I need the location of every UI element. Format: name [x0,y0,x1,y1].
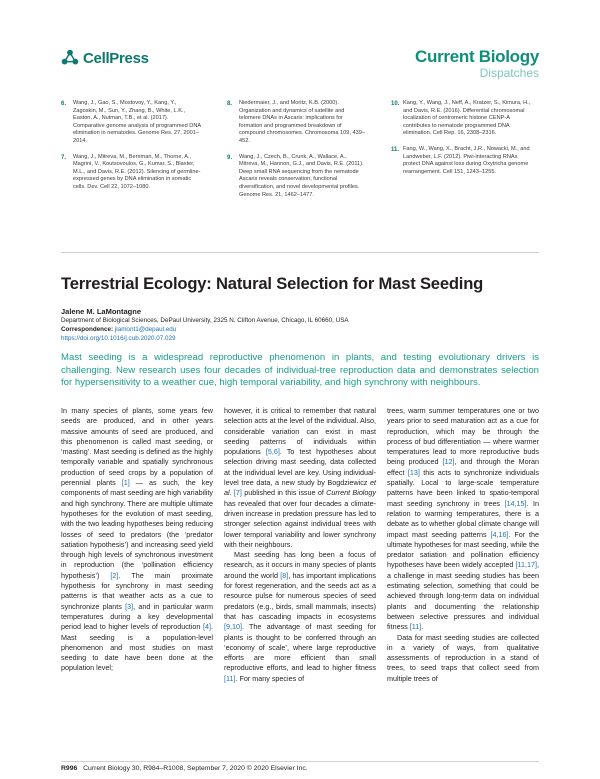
body-text: . To test hypotheses about selection driving mast seeding, data collected at the individual level are key. Using individual-level tree data, a new study by Bogdziewicz [224,447,376,488]
citation-link[interactable]: [11] [224,673,236,683]
correspondence [61,326,176,333]
citation-link[interactable]: [11,17] [515,560,537,570]
citation-link[interactable]: [7] [233,488,242,498]
body-paragraph: Data for mast seeding studies are collected in a variety of ways, from qualitative assessments of reproduction in a stand of trees, to seed traps that collect seed from multiple trees of [387,632,539,683]
citation-link[interactable]: [13] [407,467,420,477]
body-text: , and in particular warm temperatures during a key developmental period lead to higher levels of reproduction [61,601,214,632]
body-text: . In relation to warming temperatures, there is a debate as to whether global climate change will impact mast seeding patterns [387,498,539,539]
reference-item [391,146,531,176]
journal-section: Dispatches [479,66,539,80]
correspondence-email-link[interactable]: jlamont1@depaul.edu [114,326,177,333]
body-text: trees, warm summer temperatures one or two years prior to seed maturation act as a cue for reproduction, which may be through the process of bud differentiation — where warmer temperatures lead to more reproductive buds being produced [387,406,539,467]
body-text: . The main proximate hypothesis for synchrony in mast seeding patterns is that weather acts as a cue to synchronize plants [61,570,213,611]
page-number: R996 [61,765,78,772]
body-text: , has important implications for forest regeneration, and the seeds act as a resource pulse for numerous species of seed predators (e.g., birds, small mammals, insects) that has cascading impacts in ecosystems [224,570,376,621]
reference-item [61,154,201,192]
reference-number: 11. [391,146,400,153]
page-header [0,0,600,85]
body-column-2 [224,406,376,684]
body-text: . For the ultimate hypotheses for mast seeding, while the predator satiation and pollination efficiency hypotheses have been widely accepted [387,529,539,570]
reference-text: Wang, J., Czech, B., Crunk, A., Wallace, A., Mitreva, M., Hannon, G.J., and Davis, R.E. (2011). Deep small RNA sequencing from the nematode Ascaris reveals conservation, functional diversification, and novel developmental profiles. Genome Res. 21, 1462–1477. [239,153,364,198]
reference-list [61,100,541,250]
body-text: has revealed that over four decades a climate-driven increase in predation pressure has led to stronger selection against individual trees with lower temporal variability and lower synchrony with their neighbours. [224,498,376,549]
reference-item [391,100,531,138]
reference-item [227,154,367,200]
reference-item [227,100,367,146]
publisher-logo [61,49,149,67]
body-text: however, it is critical to remember that natural selection acts at the level of the individual. Also, considerable variation can exist in mast seeding patterns of individuals within populations [224,406,376,457]
reference-text: Wang, J., Gao, S., Mostovoy, Y., Kang, Y., Zagoskin, M., Sun, Y., Zhang, B., White, L.K., Easton, A., Nutman, T.B., et al. (2017). Comparative genome analysis of programmed DNA elimination in nematodes. Genome Res. 27, 2001–2014. [73,100,201,144]
body-text: In many species of plants, some years few seeds are produced, and in other years massive amounts of seed are produced, and this phenomenon is called mast seeding, or ‘masting’. Mast seeding is defined as the highly temporally variable and spatially synchronous production of seed crops by a population of perennial plants [61,406,213,488]
correspondence-label: Correspondence: [61,326,114,333]
page-footer [61,765,308,772]
citation-link[interactable]: [3] [125,601,134,611]
journal-name-italic: Current Biology [326,488,376,498]
article-title: Terrestrial Ecology: Natural Selection for Mast Seeding [61,274,484,293]
reference-number: 10. [391,101,400,107]
reference-number: 6. [61,101,67,107]
citation-link[interactable]: [1] [121,478,130,488]
publisher-name: CellPress [83,49,149,67]
citation-link[interactable]: [8] [280,570,289,580]
body-text: this acts to synchronize individuals spatially. Local to large-scale temperature patterns have been linked to spatio-temporal mast seeding synchrony in trees [387,467,539,508]
body-paragraph [224,550,376,684]
body-paragraph [387,406,539,633]
journal-name: Current Biology [415,47,539,66]
citation-link[interactable]: [2] [110,570,119,580]
citation-link[interactable]: [9,10] [224,622,242,632]
body-text: . Mast seeding is a population-level phenomenon and most studies on mast seeding to date have been done at the population level; [61,622,213,673]
citation-link[interactable]: [12] [442,457,455,467]
body-text: , and through the Moran effect [387,457,539,477]
author-name: Jalene M. LaMontagne [61,307,142,316]
journal-citation: Current Biology 30, R984–R1008, September 7, 2020 © 2020 Elsevier Inc. [83,765,308,772]
body-text: , a challenge in mast seeding studies has been estimating selection, something that could be achieved through long-term data on individual plants and documenting the relationship between selective pressures and individual fitness [387,560,539,632]
body-paragraph [61,406,213,674]
reference-number: 8. [227,101,233,107]
article-abstract: Mast seeding is a widespread reproductive phenomenon in plants, and testing evolutionary drivers is challenging. New research uses four decades of individual-tree reproduction data and demonstrates selection for hypersensitivity to a weather cue, high temporal variability, and high synchrony with neighbours. [61,352,539,389]
reference-column-2 [227,100,367,207]
citation-link[interactable]: [5,6] [265,447,280,457]
citation-link[interactable]: [11] [409,622,422,632]
citation-link[interactable]: [14,15] [504,498,527,508]
reference-item [61,100,201,146]
reference-column-1 [61,100,201,200]
body-text: . For many species of [235,673,305,683]
reference-text: Wang, J., Mitreva, M., Berriman, M., Thorne, A., Magrini, V., Koutsovoulos, G., Kumar, S., Blaxter, M.L., and Davis, R.E. (2012). Silencing of germline-expressed genes by DNA elimination in somatic cells. Dev. Cell 22, 1072–1080. [73,153,201,190]
body-text: Mast seeding has long been a focus of research, as it occurs in many species of plants around the world [224,550,376,580]
reference-text: Kang, Y., Wang, J., Neff, A., Kratzer, S., Kimura, H., and Davis, R.E. (2016). Differential chromosomal localization of centromeric histone CENP-A contributes to nematode programmed DNA elimination. Cell Rep. 16, 2308–2316. [403,100,531,137]
body-paragraph [224,406,376,550]
body-column-1 [61,406,213,674]
reference-text: Fang, W., Wang, X., Bracht, J.R., Nowacki, M., and Landweber, L.F. (2012). Piwi-interacting RNAs protect DNA against loss during Oxytricha genome rearrangement. Cell 151, 1243–1255. [403,145,530,175]
reference-number: 7. [61,154,67,161]
body-text: published in this issue of [241,488,327,498]
body-text: . The advantage of mast seeding for plants is thought to be conferred through an ‘economy of scale’, where large reproductive efforts are more efficient than small reproductive efforts, and lead to higher fitness [224,622,376,673]
body-text: — as such, the key components of mast seeding are high variability and high synchrony. There are multiple ultimate hypotheses for the evolution of mast seeding, with the two leading hypotheses being reducing losses of seed to predators (the ‘predator satiation hypothesis’) and increasing seed yield through high levels of synchronous investment in reproduction (the ‘pollination efficiency hypothesis’) [61,478,213,580]
body-column-3 [387,406,539,684]
author-affiliation: Department of Biological Sciences, DePaul University, 2325 N. Clifton Avenue, Chicago, IL 60660, USA [61,317,349,324]
footer-divider [61,761,539,762]
body-text-italic: et al. [224,478,376,498]
citation-link[interactable]: [4] [203,622,211,632]
doi-link[interactable]: https://doi.org/10.1016/j.cub.2020.07.029 [61,335,176,342]
journal-masthead [415,48,539,80]
reference-text: Niedermaier, J., and Moritz, K.B. (2000). Organization and dynamics of satellite and telomere DNAs in Ascaris: implications for formation and programmed breakdown of compound chromosomes. Chromosoma 109, 439–452. [239,100,365,144]
citation-link[interactable]: [4,16] [490,529,509,539]
section-divider [61,252,539,253]
reference-column-3 [391,100,531,184]
cellpress-logo-icon [61,49,79,67]
body-text: . [421,622,424,632]
reference-number: 9. [227,154,233,161]
